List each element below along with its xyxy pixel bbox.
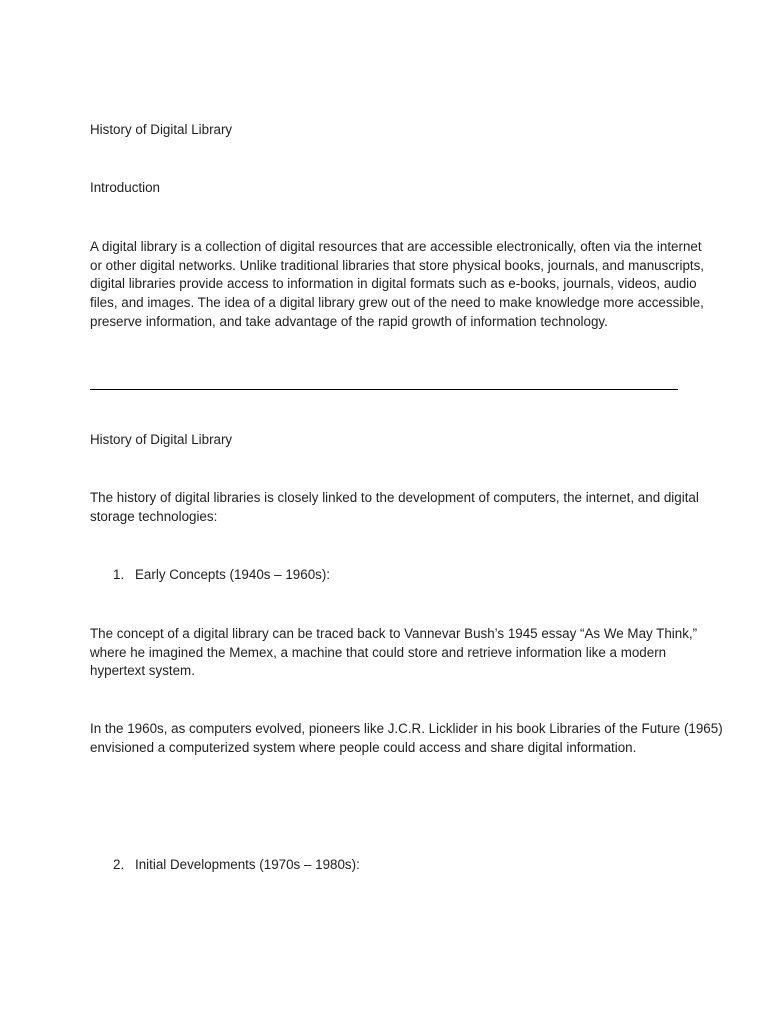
history-intro-paragraph	[90, 489, 699, 526]
list-item-initial-developments	[113, 856, 360, 875]
early-concepts-paragraph-1	[90, 625, 698, 681]
introduction-heading: Introduction	[90, 180, 160, 195]
introduction-line: files, and images. The idea of a digital library grew out of the need to make knowledge more accessible,	[90, 295, 704, 311]
introduction-line: digital libraries provide access to information in digital formats such as e-books, journals, videos, audio	[90, 276, 697, 292]
paragraph-line: In the 1960s, as computers evolved, pioneers like J.C.R. Licklider in his book Libraries of the Future (1965)	[90, 721, 723, 736]
history-intro-line: The history of digital libraries is closely linked to the development of computers, the internet, and digital	[90, 490, 699, 505]
paragraph-line: where he imagined the Memex, a machine that could store and retrieve information like a modern	[90, 644, 667, 660]
introduction-line: preserve information, and take advantage of the rapid growth of information technology.	[90, 313, 608, 329]
introduction-line: or other digital networks. Unlike traditional libraries that store physical books, journals, and manuscripts,	[90, 257, 705, 273]
horizontal-divider	[90, 389, 678, 390]
history-heading: History of Digital Library	[90, 432, 233, 447]
introduction-paragraph	[90, 238, 705, 332]
list-item-early-concepts	[113, 566, 330, 585]
history-intro-line: storage technologies:	[90, 508, 218, 524]
introduction-line: A digital library is a collection of digital resources that are accessible electronically, often via the internet	[90, 239, 702, 254]
list-number: 1.	[113, 567, 125, 582]
early-concepts-paragraph-2	[90, 720, 723, 757]
paragraph-line: hypertext system.	[90, 663, 195, 679]
paragraph-line: The concept of a digital library can be traced back to Vannevar Bush’s 1945 essay “As We May Think,”	[90, 626, 698, 641]
paragraph-line: envisioned a computerized system where people could access and share digital information.	[90, 739, 637, 755]
document-title: History of Digital Library	[90, 122, 233, 137]
list-number: 2.	[113, 857, 125, 872]
list-label: Initial Developments (1970s – 1980s):	[135, 857, 360, 872]
list-label: Early Concepts (1940s – 1960s):	[135, 567, 331, 582]
